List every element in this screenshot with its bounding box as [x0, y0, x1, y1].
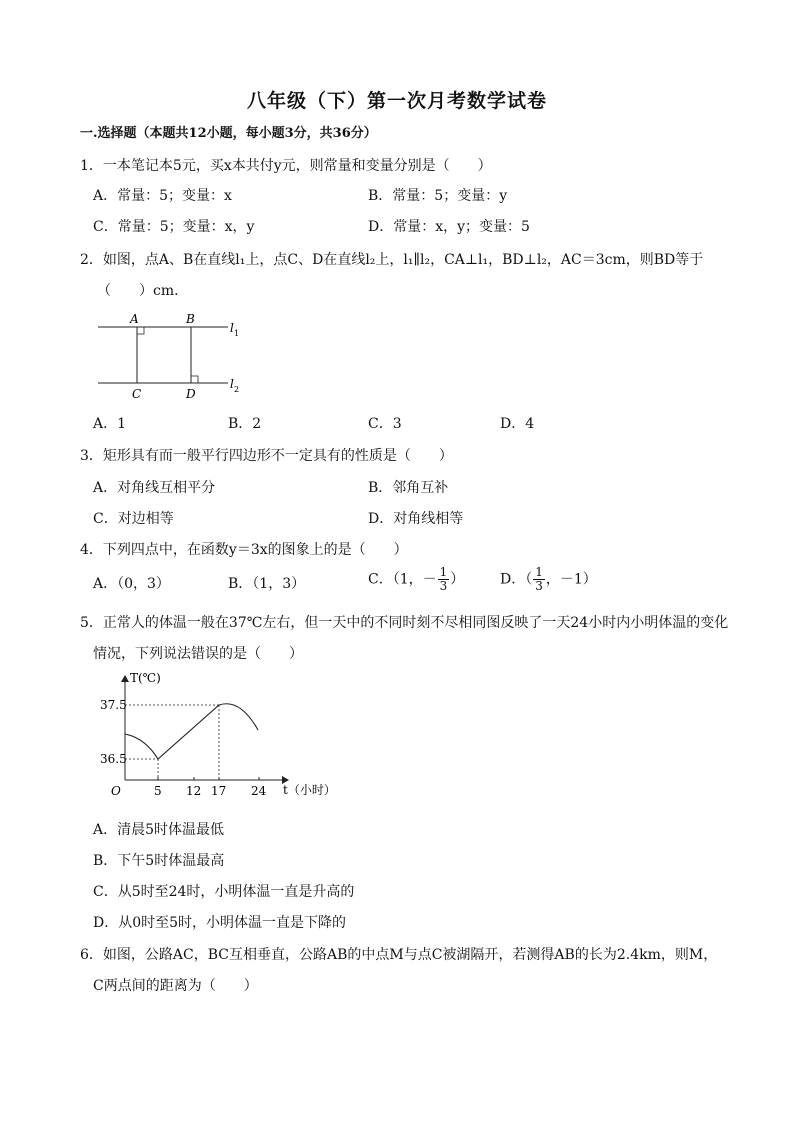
section-title: 一.选择题（本题共12小题，每小题3分，共36分）: [80, 126, 377, 141]
y-tick-37-5: 37.5: [100, 698, 127, 712]
q1-option-d: D．常量：x，y；变量：5: [368, 219, 530, 235]
x-tick-5: 5: [154, 784, 162, 798]
question-5-stem-line1: 5．正常人的体温一般在37℃左右，但一天中的不同时刻不尽相同图反映了一天24小时内小明体温的变化: [80, 615, 729, 631]
q4-c-suffix: ）: [450, 571, 465, 588]
right-angle-a: [137, 327, 144, 334]
label-l1-sub: 1: [234, 329, 240, 338]
question-6-stem-line1: 6．如图，公路AC，BC互相垂直，公路AB的中点M与点C被湖隔开，若测得AB的长为2.4km，则M，: [80, 947, 718, 963]
q5-option-d: D．从0时至5时，小明体温一直是下降的: [93, 915, 347, 931]
label-l1: l: [230, 321, 234, 335]
y-tick-36-5: 36.5: [100, 752, 127, 766]
q2-option-d: D．4: [500, 416, 535, 432]
label-l2-sub: 2: [234, 385, 240, 394]
q2-figure: [90, 310, 260, 405]
q1-option-b: B．常量：5；变量：y: [368, 188, 508, 204]
question-2-stem-line2: （ ）cm．: [97, 283, 189, 299]
q2-option-c: C．3: [368, 416, 402, 432]
q3-option-b: B．邻角互补: [368, 480, 449, 496]
q4-d-numerator: 1: [535, 565, 543, 579]
label-l2: l: [230, 377, 234, 391]
y-axis-label: T(℃): [130, 671, 161, 685]
label-c: C: [132, 387, 142, 401]
q1-option-a: A．常量：5；变量：x: [93, 188, 232, 204]
label-b: B: [186, 312, 195, 326]
q4-option-b: B．（1，3）: [228, 576, 306, 592]
label-d: D: [186, 387, 196, 401]
q4-d-suffix: ，－1）: [545, 571, 597, 588]
x-tick-17: 17: [211, 784, 227, 798]
q5-option-b: B．下午5时体温最高: [93, 853, 225, 869]
temperature-curve: [125, 704, 258, 759]
q4-d-prefix: D．（: [500, 571, 533, 588]
q4-option-c: [368, 566, 464, 593]
right-angle-d: [191, 376, 198, 383]
q5-option-a: A．清晨5时体温最低: [93, 822, 225, 838]
q4-d-denominator: 3: [535, 579, 543, 593]
origin-label: O: [111, 784, 121, 798]
q4-c-denominator: 3: [439, 579, 448, 593]
q1-option-c: C．常量：5；变量：x，y: [93, 219, 255, 235]
x-tick-12: 12: [186, 784, 202, 798]
q4-c-fraction: [438, 566, 450, 593]
label-a: A: [130, 312, 139, 326]
question-6-stem-line2: C两点间的距离为（ ）: [93, 978, 258, 994]
page-title: 八年级（下）第一次月考数学试卷: [246, 90, 547, 112]
question-3-stem: 3．矩形具有而一般平行四边形不一定具有的性质是（ ）: [80, 448, 453, 464]
q4-d-fraction: [533, 566, 545, 593]
question-1-stem: 1．一本笔记本5元，买x本共付y元，则常量和变量分别是（ ）: [80, 158, 492, 174]
q3-option-c: C．对边相等: [93, 511, 174, 527]
q4-option-a: A．（0，3）: [93, 576, 170, 592]
q2-option-a: A．1: [93, 416, 127, 432]
x-tick-24: 24: [251, 784, 267, 798]
question-5-stem-line2: 情况，下列说法错误的是（ ）: [93, 646, 303, 662]
q4-c-numerator: 1: [439, 565, 448, 579]
q5-option-c: C．从5时至24时，小明体温一直是升高的: [93, 884, 355, 900]
x-axis-label: t（小时）: [283, 783, 336, 797]
q2-option-b: B．2: [228, 416, 262, 432]
q4-option-d: [500, 566, 597, 593]
q4-c-prefix: C．（1，－: [368, 571, 437, 588]
question-4-stem: 4．下列四点中，在函数y＝3x的图象上的是（ ）: [80, 542, 408, 558]
q3-option-d: D．对角线相等: [368, 511, 464, 527]
q5-temperature-graph: [100, 668, 360, 803]
q3-option-a: A．对角线互相平分: [93, 480, 216, 496]
question-2-stem-line1: 2．如图，点A、B在直线l₁上，点C、D在直线l₂上，l₁∥l₂，CA⊥l₁，BD⊥l₂，AC＝3cm，则BD等于: [80, 252, 704, 268]
